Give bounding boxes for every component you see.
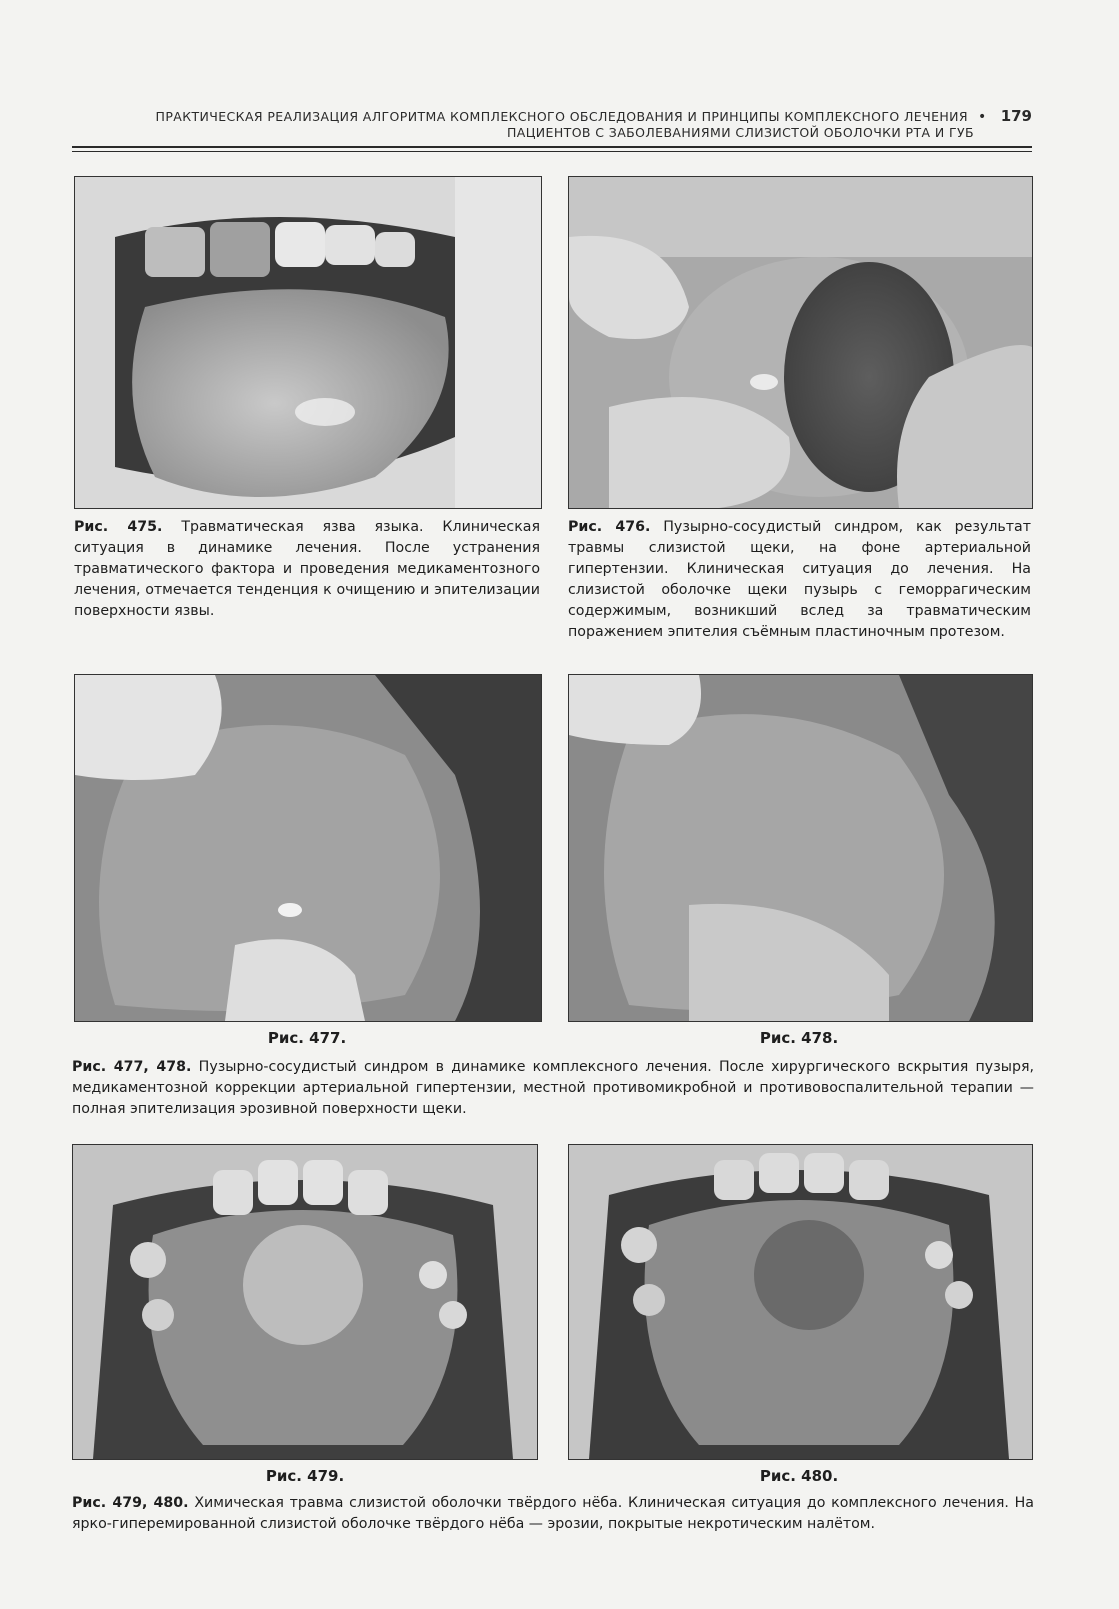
page-number: 179 [1000, 107, 1032, 125]
caption-fig-477-478 [72, 1057, 1034, 1120]
photo-fig-479 [72, 1144, 538, 1460]
caption-fig-475-label: Рис. 475. [74, 519, 163, 535]
running-header [72, 108, 1032, 141]
header-rule-thin [72, 151, 1032, 152]
label-fig-478: Рис. 478. [759, 1029, 839, 1047]
caption-fig-479-480 [72, 1493, 1034, 1535]
photo-fig-477 [74, 674, 542, 1022]
caption-fig-479-480-text: Химическая травма слизистой оболочки твёрдого нёба. Клиническая ситуация до комплексного лечения. На ярко-гиперемированной слизистой оболочке твёрдого нёба — эрозии, покрытые некротическим налётом. [72, 1495, 1034, 1532]
caption-fig-476 [568, 517, 1031, 643]
header-title-line2: ПАЦИЕНТОВ С ЗАБОЛЕВАНИЯМИ СЛИЗИСТОЙ ОБОЛОЧКИ РТА И ГУБ [506, 125, 974, 140]
running-header-line2 [72, 125, 1032, 141]
caption-fig-475 [74, 517, 540, 622]
header-rule-thick [72, 146, 1032, 148]
caption-fig-476-text: Пузырно-сосудистый синдром, как результат травмы слизистой щеки, на фоне артериальной гипертензии. Клиническая ситуация до лечения. На слизистой оболочке щеки пузырь с геморрагическим содержимым, возникший вслед за травматическим поражением эпителия съёмным пластиночным протезом. [568, 519, 1031, 640]
photo-fig-478 [568, 674, 1033, 1022]
label-fig-479: Рис. 479. [265, 1467, 345, 1485]
label-fig-480: Рис. 480. [759, 1467, 839, 1485]
photo-fig-480 [568, 1144, 1033, 1460]
photo-fig-475 [74, 176, 542, 509]
photo-fig-476 [568, 176, 1033, 509]
label-fig-477: Рис. 477. [267, 1029, 347, 1047]
running-header-line1 [72, 108, 1032, 125]
header-title-line1: ПРАКТИЧЕСКАЯ РЕАЛИЗАЦИЯ АЛГОРИТМА КОМПЛЕКСНОГО ОБСЛЕДОВАНИЯ И ПРИНЦИПЫ КОМПЛЕКСНОГО ЛЕЧЕНИЯ [155, 109, 969, 124]
header-bullet: • [978, 109, 987, 125]
caption-fig-477-478-text: Пузырно-сосудистый синдром в динамике комплексного лечения. После хирургического вскрытия пузыря, медикаментозной коррекции артериальной гипертензии, местной противомикробной и противовоспалительной терапии — полная эпителизация эрозивной поверхности щеки. [72, 1059, 1034, 1117]
caption-fig-477-478-label: Рис. 477, 478. [72, 1059, 192, 1075]
caption-fig-476-label: Рис. 476. [568, 519, 651, 535]
caption-fig-475-text: Травматическая язва языка. Клиническая ситуация в динамике лечения. После устранения травматического фактора и проведения медикаментозного лечения, отмечается тенденция к очищению и эпителизации поверхности язвы. [74, 519, 540, 619]
caption-fig-479-480-label: Рис. 479, 480. [72, 1495, 189, 1511]
